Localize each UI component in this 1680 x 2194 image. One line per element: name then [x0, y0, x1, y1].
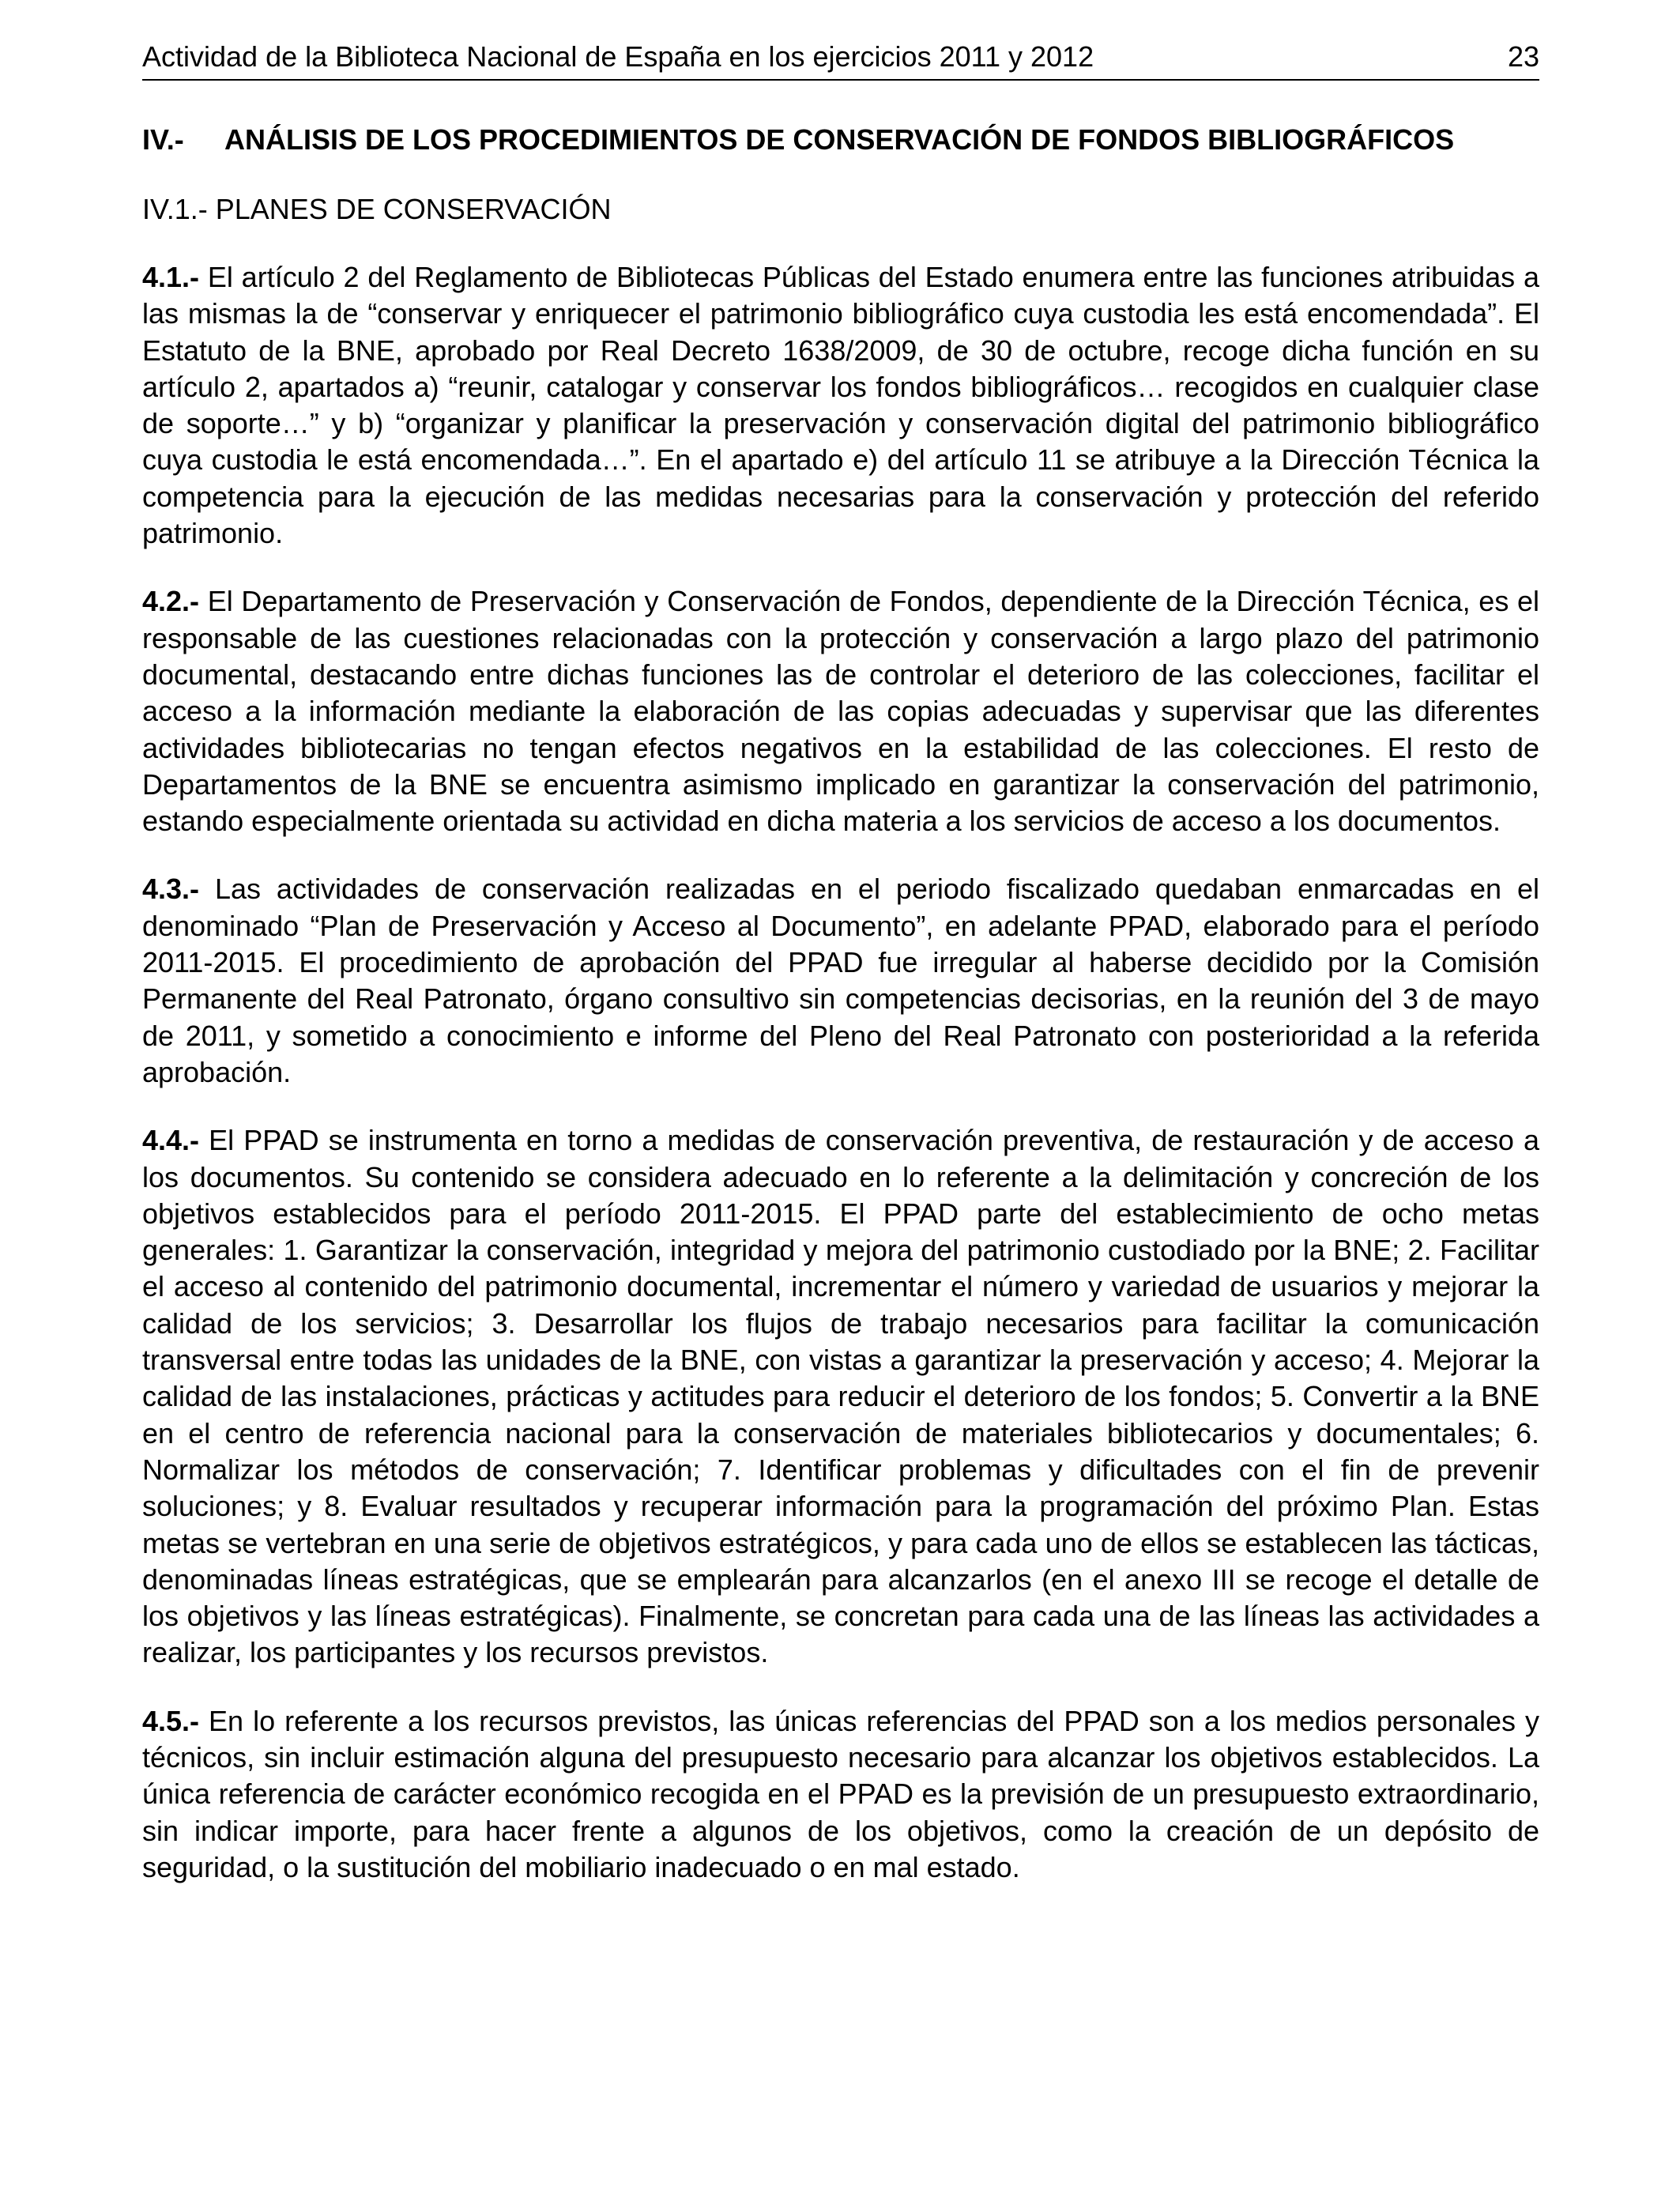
- paragraph-4-3: [142, 871, 1539, 1091]
- paragraph-number: 4.5.-: [142, 1704, 200, 1737]
- paragraph-number: 4.3.-: [142, 873, 200, 906]
- paragraph-text: El Departamento de Preservación y Conservación de Fondos, dependiente de la Dirección Técnica, es el responsable de las cuestiones relacionadas con la protección y conservación a largo plazo del patrimonio documental, destacando entre dichas funciones las de controlar el deterioro de las colecciones, facilitar el acceso a la información mediante la elaboración de las copias adecuadas y supervisar que las diferentes actividades bibliotecarias no tengan efectos negativos en la estabilidad de las colecciones. El resto de Departamentos de la BNE se encuentra asimismo implicado en garantizar la conservación del patrimonio, estando especialmente orientada su actividad en dicha materia a los servicios de acceso a los documentos.: [142, 585, 1539, 838]
- paragraph-number: 4.2.-: [142, 585, 200, 618]
- subsection-heading: IV.1.- PLANES DE CONSERVACIÓN: [142, 193, 612, 225]
- paragraph-4-2: [142, 583, 1539, 839]
- document-page: [142, 38, 1539, 1914]
- paragraph-text: El PPAD se instrumenta en torno a medidas de conservación preventiva, de restauración y de acceso a los documentos. Su contenido se considera adecuado en lo referente a la delimitación y concreción de los objetivos establecidos para el período 2011-2015. El PPAD parte del establecimiento de ocho metas generales: 1. Garantizar la conservación, integridad y mejora del patrimonio custodiado por la BNE; 2. Facilitar el acceso al contenido del patrimonio documental, incrementar el número y variedad de usuarios y mejorar la calidad de los servicios; 3. Desarrollar los flujos de trabajo necesarios para facilitar la comunicación transversal entre todas las unidades de la BNE, con vistas a garantizar la preservación y acceso; 4. Mejorar la calidad de las instalaciones, prácticas y actitudes para reducir el deterioro de los fondos; 5. Convertir a la BNE en el centro de referencia nacional para la conservación de materiales bibliotecarios y documentales; 6. Normalizar los métodos de conservación; 7. Identificar problemas y dificultades con el fin de prevenir soluciones; y 8. Evaluar resultados y recuperar información para la programación del próximo Plan. Estas metas se vertebran en una serie de objetivos estratégicos, y para cada uno de ellos se establecen las tácticas, denominadas líneas estratégicas, que se emplearán para alcanzarlos (en el anexo III se recoge el detalle de los objetivos y las líneas estratégicas). Finalmente, se concretan para cada una de las líneas las actividades a realizar, los participantes y los recursos previstos.: [142, 1124, 1539, 1669]
- paragraph-4-1: [142, 259, 1539, 552]
- paragraph-4-5: [142, 1703, 1539, 1886]
- paragraph-text: Las actividades de conservación realizadas en el periodo fiscalizado quedaban enmarcadas en el denominado “Plan de Preservación y Acceso al Documento”, en adelante PPAD, elaborado para el período 2011-2015. El procedimiento de aprobación del PPAD fue irregular al haberse decidido por la Comisión Permanente del Real Patronato, órgano consultivo sin competencias decisorias, en la reunión del 3 de mayo de 2011, y sometido a conocimiento e informe del Pleno del Real Patronato con posterioridad a la referida aprobación.: [142, 873, 1539, 1088]
- paragraph-number: 4.1.-: [142, 261, 200, 293]
- running-header: [142, 38, 1539, 81]
- page-number: 23: [1507, 40, 1539, 73]
- paragraph-4-4: [142, 1122, 1539, 1671]
- section-number: IV.-: [142, 123, 184, 156]
- paragraph-number: 4.4.-: [142, 1124, 200, 1157]
- paragraph-text: En lo referente a los recursos previstos, las únicas referencias del PPAD son a los medios personales y técnicos, sin incluir estimación alguna del presupuesto necesario para alcanzar los objetivos establecidos. La única referencia de carácter económico recogida en el PPAD es la previsión de un presupuesto extraordinario, sin indicar importe, para hacer frente a algunos de los objetivos, como la creación de un depósito de seguridad, o la sustitución del mobiliario inadecuado o en mal estado.: [142, 1704, 1539, 1883]
- running-title: Actividad de la Biblioteca Nacional de España en los ejercicios 2011 y 2012: [142, 40, 1094, 73]
- section-title: ANÁLISIS DE LOS PROCEDIMIENTOS DE CONSERVACIÓN DE FONDOS BIBLIOGRÁFICOS: [224, 123, 1455, 156]
- paragraph-text: El artículo 2 del Reglamento de Bibliotecas Públicas del Estado enumera entre las funciones atribuidas a las mismas la de “conservar y enriquecer el patrimonio bibliográfico cuya custodia les está encomendada”. El Estatuto de la BNE, aprobado por Real Decreto 1638/2009, de 30 de octubre, recoge dicha función en su artículo 2, apartados a) “reunir, catalogar y conservar los fondos bibliográficos… recogidos en cualquier clase de soporte…” y b) “organizar y planificar la preservación y conservación digital del patrimonio bibliográfico cuya custodia le está encomendada…”. En el apartado e) del artículo 11 se atribuye a la Dirección Técnica la competencia para la ejecución de las medidas necesarias para la conservación y protección del referido patrimonio.: [142, 261, 1539, 550]
- section-heading: [142, 122, 1539, 158]
